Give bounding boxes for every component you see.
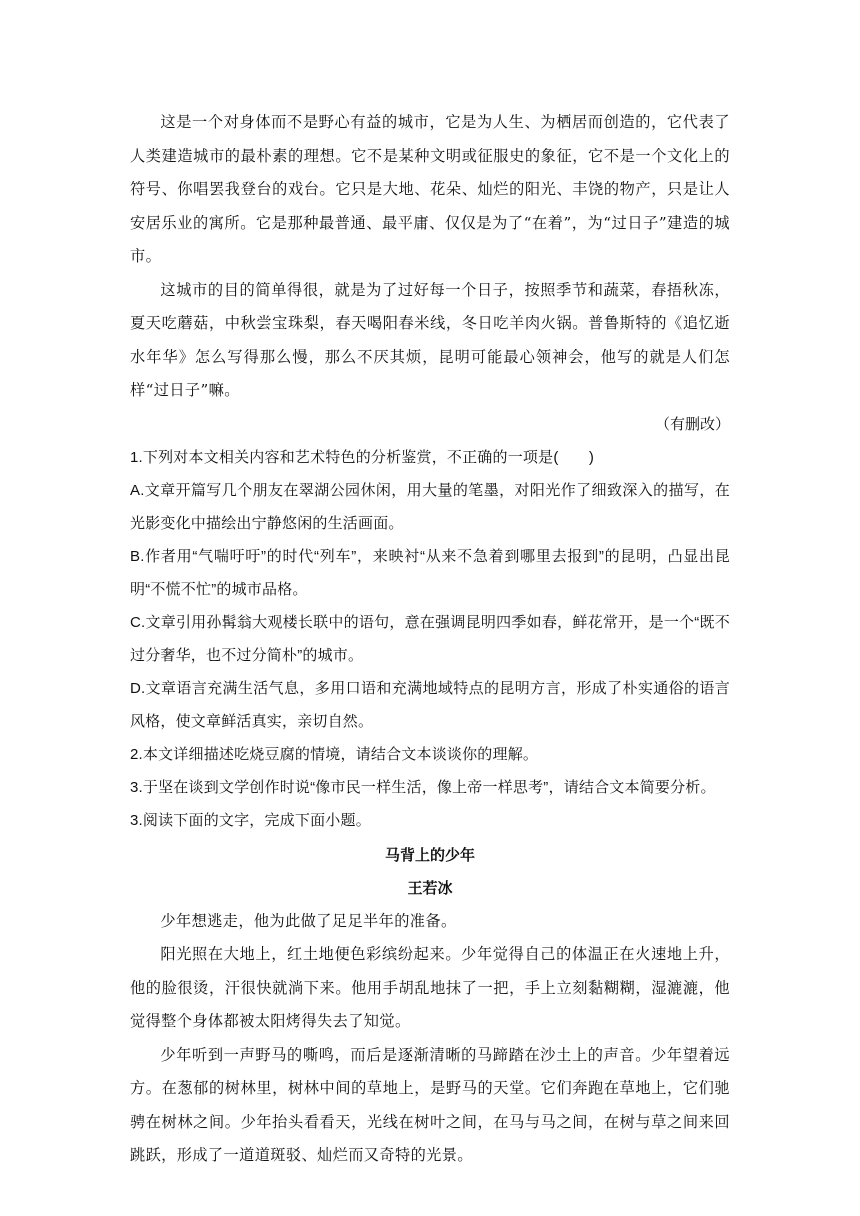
article2-title: 马背上的少年 <box>384 846 475 864</box>
article1-paragraph-2: 这城市的目的简单得很，就是为了过好每一个日子，按照季节和蔬菜，春捂秋冻，夏天吃蘑菇，中秋尝宝珠梨，春天喝阳春米线，冬日吃羊肉火锅。普鲁斯特的《追忆逝水年华》怎么写得那么慢，那么不厌其烦，昆明可能最心领神会，他写的就是人们怎样“过日子”嘛。 <box>130 280 730 399</box>
edit-note: （有删改） <box>654 414 730 433</box>
article2-author: 王若冰 <box>407 879 453 897</box>
option-d: D.文章语言充满生活气息，多用口语和充满地域特点的昆明方言，形成了朴实通俗的语言风格，使文章鲜活真实，亲切自然。 <box>130 679 730 730</box>
question-2: 2.本文详细描述吃烧豆腐的情境，请结合文本谈谈你的理解。 <box>130 745 539 763</box>
reading-instruction: 3.阅读下面的文字，完成下面小题。 <box>130 811 371 829</box>
option-b: B.作者用“气喘吁吁”的时代“列车”，来映衬“从来不急着到哪里去报到”的昆明，凸显出昆明“不慌不忙”的城市品格。 <box>130 547 730 598</box>
option-a: A.文章开篇写几个朋友在翠湖公园休闲，用大量的笔墨，对阳光作了细致深入的描写，在光影变化中描绘出宁静悠闲的生活画面。 <box>130 481 730 532</box>
question-3: 3.于坚在谈到文学创作时说“像市民一样生活，像上帝一样思考”，请结合文本简要分析。 <box>130 778 716 796</box>
article1-paragraph-1: 这是一个对身体而不是野心有益的城市，它是为人生、为栖居而创造的，它代表了人类建造城市的最朴素的理想。它不是某种文明或征服史的象征，它不是一个文化上的符号、你唱罢我登台的戏台。它只是大地、花朵、灿烂的阳光、丰饶的物产，只是让人安居乐业的寓所。它是那种最普通、最平庸、仅仅是为了“在着”，为“过日子”建造的城市。 <box>130 113 730 265</box>
page-content <box>130 106 730 1173</box>
option-c: C.文章引用孙髯翁大观楼长联中的语句，意在强调昆明四季如春，鲜花常开，是一个“既不过分奢华，也不过分简朴”的城市。 <box>130 613 730 664</box>
article2-paragraph-1: 少年想逃走，他为此做了足足半年的准备。 <box>160 911 457 930</box>
question-1: 1.下列对本文相关内容和艺术特色的分析鉴赏，不正确的一项是( ) <box>130 448 595 466</box>
article2-paragraph-2: 阳光照在大地上，红土地便色彩缤纷起来。少年觉得自己的体温正在火速地上升，他的脸很烫，汗很快就淌下来。他用手胡乱地抹了一把，手上立刻黏糊糊，湿漉漉，他觉得整个身体都被太阳烤得失去了知觉。 <box>130 945 730 1030</box>
article2-paragraph-3: 少年听到一声野马的嘶鸣，而后是逐渐清晰的马蹄踏在沙土上的声音。少年望着远方。在葱郁的树林里，树林中间的草地上，是野马的天堂。它们奔跑在草地上，它们驰骋在树林之间。少年抬头看看天，光线在树叶之间，在马与马之间，在树与草之间来回跳跃，形成了一道道斑驳、灿烂而又奇特的光景。 <box>130 1045 730 1164</box>
